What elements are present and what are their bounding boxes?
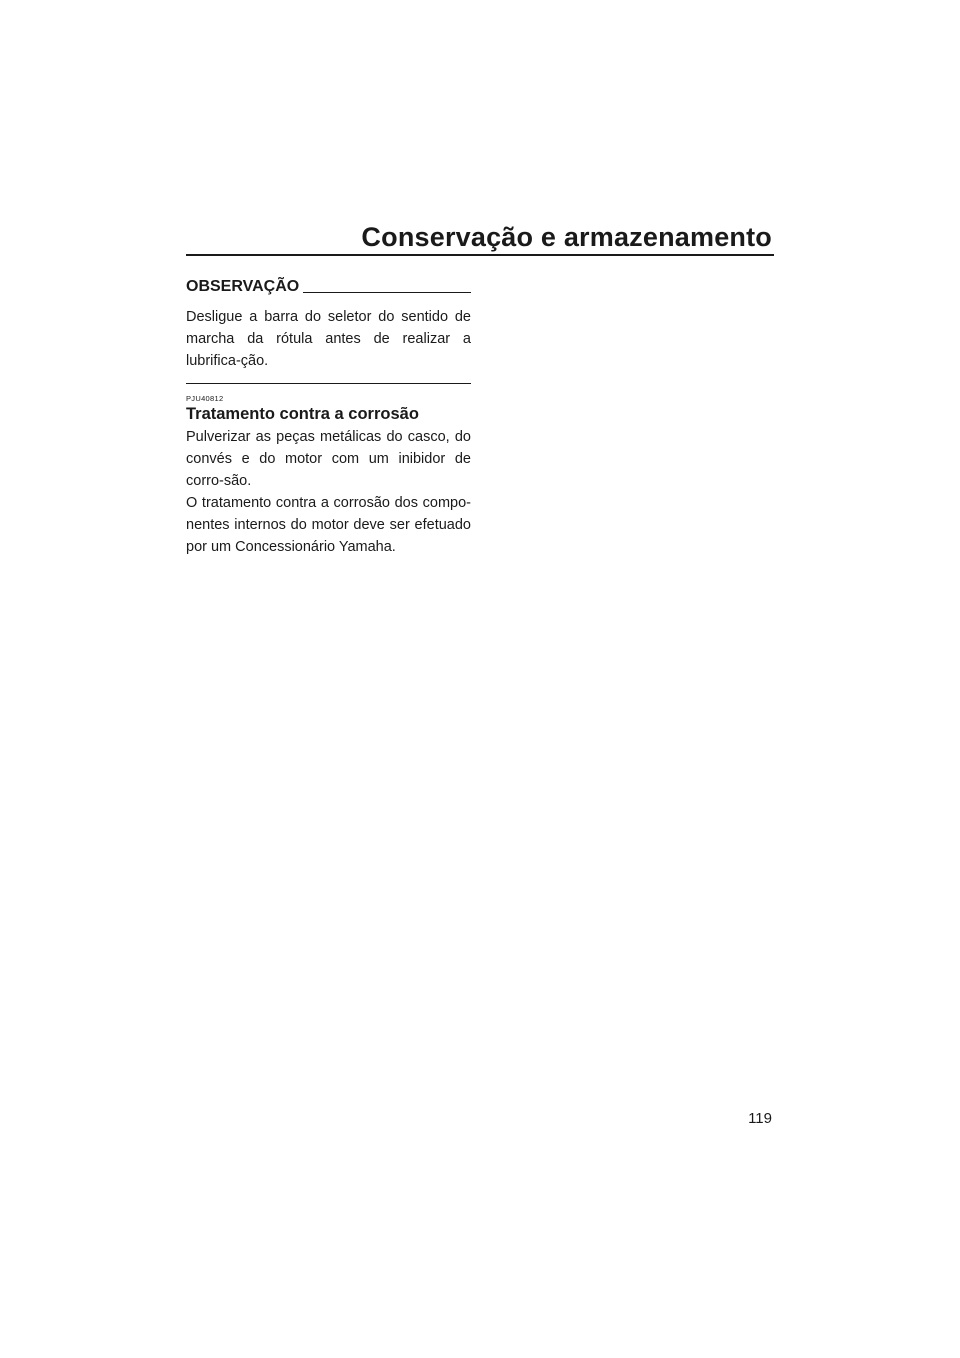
note-header [186, 278, 471, 300]
page-title: Conservação e armazenamento [361, 222, 772, 252]
note-text: Desligue a barra do seletor do sentido de marcha da rótula antes de realizar a lubrifica-ção. [186, 309, 471, 369]
section-title: Tratamento contra a corrosão [186, 405, 419, 423]
note-label: OBSERVAÇÃO [186, 278, 303, 296]
page-number: 119 [748, 1110, 772, 1127]
title-rule [186, 254, 774, 256]
body-paragraph-1: Pulverizar as peças metálicas do casco, do convés e do motor com um inibidor de corro-são. [186, 429, 471, 489]
content-column [186, 278, 471, 558]
body-paragraph-2: O tratamento contra a corrosão dos compo-nentes internos do motor deve ser efetuado por um Concessionário Yamaha. [186, 495, 471, 555]
section-code: PJU40812 [186, 394, 224, 403]
note-end-rule [186, 383, 471, 384]
